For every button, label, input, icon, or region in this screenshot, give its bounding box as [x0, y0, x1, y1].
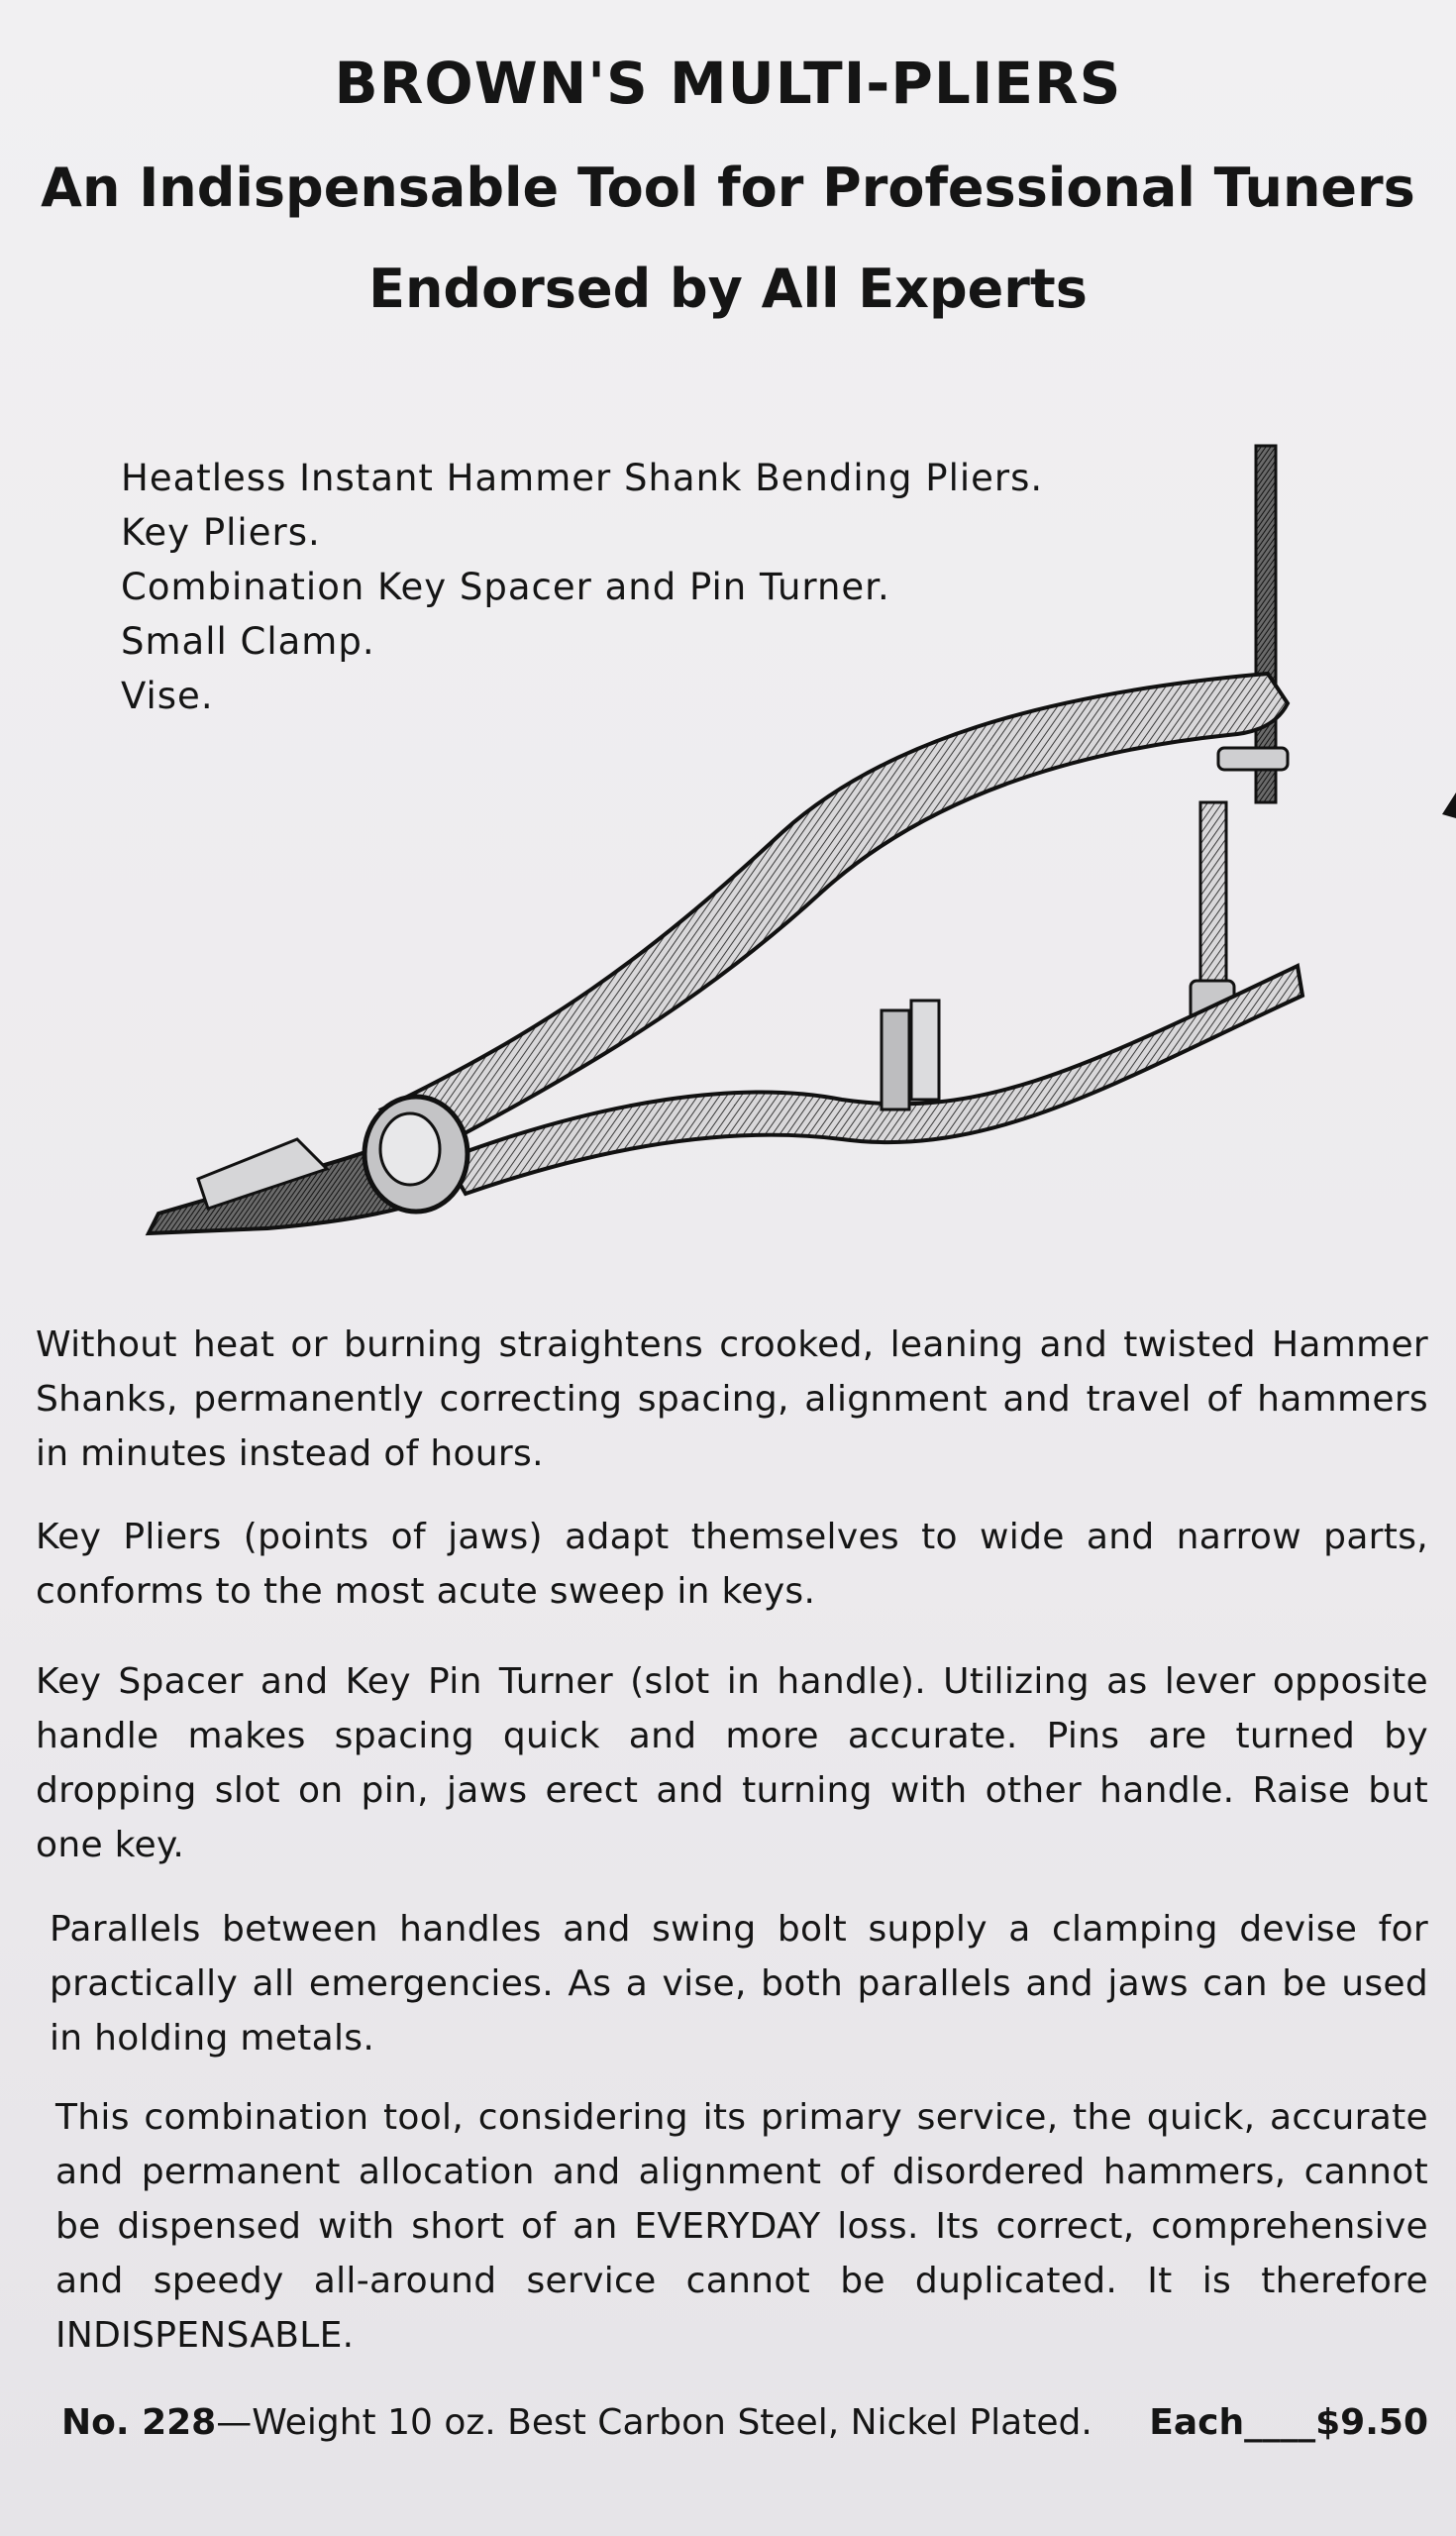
description-paragraph: This combination tool, considering its primary service, the quick, accurate and permanent allocation and alignment of disordered hammers, cannot be dispensed with short of an EVERYDAY loss. Its correct, comprehensive and speedy all-around service cannot be duplicated. It is therefore INDISPENSABLE.	[55, 2097, 1428, 2356]
catalog-number: No. 228	[61, 2402, 217, 2443]
description-paragraph: Without heat or burning straightens crooked, leaning and twisted Hammer Shanks, permanently correcting spacing, alignment and travel of hammers in minutes instead of hours.	[36, 1324, 1428, 1474]
upper-handle	[381, 674, 1288, 1154]
price: $9.50	[1315, 2402, 1428, 2443]
each-label: Each	[1149, 2402, 1245, 2443]
description-paragraph: Parallels between handles and swing bolt supply a clamping devise for practically all emergencies. As a vise, both parallels and jaws can be used in holding metals.	[50, 1909, 1428, 2059]
feature-item: Key Pliers.	[121, 511, 321, 554]
multi-pliers-illustration	[129, 426, 1327, 1248]
price-leader: ____	[1244, 2402, 1316, 2443]
description-paragraph: Key Spacer and Key Pin Turner (slot in handle). Utilizing as lever opposite handle makes spacing quick and more accurate. Pins are turned by dropping slot on pin, jaws erect and turning with other handle. Raise but one key.	[36, 1661, 1428, 1865]
order-line	[61, 2395, 1428, 2450]
page-edge-mark	[1442, 792, 1456, 818]
feature-item: Small Clamp.	[121, 620, 375, 663]
feature-item: Combination Key Spacer and Pin Turner.	[121, 566, 890, 608]
order-description: —Weight 10 oz. Best Carbon Steel, Nickel Plated.	[216, 2402, 1092, 2443]
page-subtitle: An Indispensable Tool for Professional Tuners	[41, 157, 1415, 219]
order-details	[61, 2395, 1092, 2450]
key-spacer-slot	[882, 1001, 939, 1110]
page-title: BROWN'S MULTI-PLIERS	[334, 50, 1122, 117]
description-paragraph: Key Pliers (points of jaws) adapt themselves to wide and narrow parts, conforms to the most acute sweep in keys.	[36, 1517, 1428, 1612]
feature-item: Vise.	[121, 675, 214, 717]
order-price-block	[1149, 2395, 1428, 2450]
feature-item: Heatless Instant Hammer Shank Bending Pliers.	[121, 457, 1044, 499]
page-tagline: Endorsed by All Experts	[368, 258, 1088, 320]
